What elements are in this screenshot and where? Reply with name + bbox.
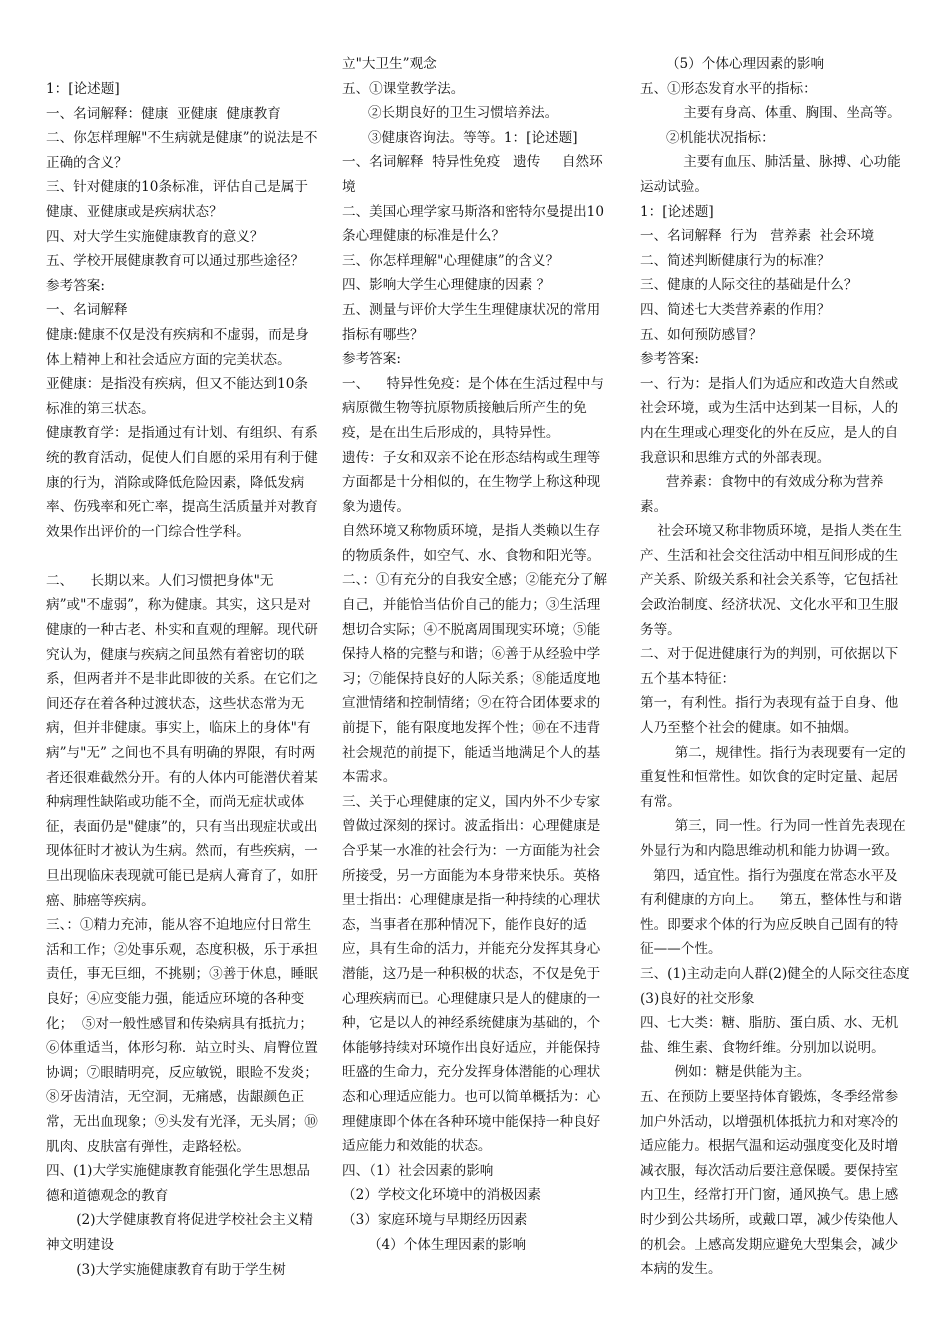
paragraph: 例如：糖是供能为主。 [640,1064,811,1081]
paragraph: 二、你怎样理解"不生病就是健康”的说法是不正确的含义？ [46,130,318,171]
paragraph: 四、影响大学生心理健康的因素 ？ [342,277,551,294]
middle-column [342,52,612,1257]
paragraph: 二、对于促进健康行为的判别，可依据以下五个基本特征： [640,646,899,687]
paragraph: 四、（1）社会因素的影响 [342,1162,494,1179]
paragraph: ③健康咨询法。等等。1：[论述题] [342,129,578,146]
paragraph: 立"大卫生”观念 [342,56,437,72]
paragraph: 三、针对健康的10条标准，评估自己是属于健康、亚健康或是疾病状态？ [46,179,308,220]
paragraph: ②机能状况指标： [640,129,775,146]
paragraph: 五、测量与评价大学生生理健康状况的常用指标有哪些？ [342,301,601,343]
left-column [46,77,318,1282]
paragraph: （5）个体心理因素的影响 [640,56,825,72]
paragraph: 五、①形态发育水平的指标： [640,80,817,97]
paragraph: 主要有身高、体重、胸围、坐高等。 [640,105,901,122]
paragraph: 社会环境又称非物质环境，是指人类在生产、生活和社会交往活动中相互间形成的生产关系、阶级关系和社会关系等，它包括社会政治制度、经济状况、文化水平和卫生服务等。 [640,523,902,638]
paragraph: ②长期良好的卫生习惯培养法。 [342,105,559,122]
paragraph [46,544,318,569]
paragraph: 自然环境又称物质环境，是指人类赖以生存的物质条件，如空气、水、食物和阳光等。 [342,523,601,564]
paragraph: (3)大学实施健康教育有助于学生树 [46,1261,286,1278]
paragraph: 营养素：食物中的有效成分称为营养素。 [640,474,884,515]
right-column [640,52,910,1282]
paragraph: 第四，适宜性。指行为强度在常态水平及有利健康的方向上。 第五，整体性与和谐性。即要求个体的行为应反映自己固有的特征——个性。 [640,867,902,958]
paragraph: （4）个体生理因素的影响 [342,1236,527,1253]
paragraph: 四、对大学生实施健康教育的意义？ [46,228,264,245]
paragraph: 五、在预防上要坚持体育锻炼，冬季经常参加户外活动，以增强机体抵抗力和对寒冷的适应能力。根据气温和运动强度变化及时增减衣服，每次活动后要注意保暖。要保持室内卫生，经常打开门窗，通风换气。患上感时少到公共场所，或戴口罩，减少传染他人的机会。上感高发期应避免大型集会，减少本病的发生。 [640,1088,899,1278]
paragraph: （2）学校文化环境中的消极因素 [342,1187,541,1204]
paragraph: （3）家庭环境与早期经历因素 [342,1211,528,1228]
paragraph: 三、关于心理健康的定义，国内外不少专家曾做过深刻的探讨。波孟指出：心理健康是合乎某一水准的社会行为：一方面能为社会所接受，另一方面能为本身带来快乐。英格里士指出：心理健康是指一种持续的心理状态，当事者在那种情况下，能作良好的适应，具有生命的活力，并能充分发挥其身心潜能，这乃是一种积极的状态，不仅是免于心理疾病而已。心理健康只是人的健康的一种，它是以人的神经系统健康为基础的，个体能够持续对环境作出良好适应，并能保持旺盛的生命力，充分发挥身体潜能的心理状态和心理适应能力。也可以简单概括为：心理健康即个体在各种环境中能保持一种良好适应能力和效能的状态。 [342,793,601,1155]
paragraph: 三、你怎样理解"心理健康”的含义？ [342,252,560,269]
paragraph: 第一，有利性。指行为表现有益于自身、他人乃至整个社会的健康。如不抽烟。 [640,695,899,737]
paragraph: 一、行为：是指人们为适应和改造大自然或社会环境，或为生活中达到某一目标，人的内在生理或心理变化的外在反应，是人的自我意识和思维方式的外部表现。 [640,375,899,466]
paragraph: 一、名词解释 特异性免疫 遗传 自然环境 [342,154,603,195]
paragraph: 1：[论述题] [46,81,120,97]
paragraph: 二、简述判断健康行为的标准？ [640,252,831,269]
paragraph: 四、七大类：糖、脂肪、蛋白质、水、无机盐、维生素、食物纤维。分别加以说明。 [640,1015,899,1056]
paragraph: 参考答案: [640,351,699,368]
paragraph: 一、名词解释 [46,302,128,319]
paragraph: 五、学校开展健康教育可以通过那些途径？ [46,253,305,270]
paragraph: 健康教育学：是指通过有计划、有组织、有系统的教育活动，促使人们自愿的采用有利于健康的行为，消除或降低危险因素，降低发病率、伤残率和死亡率，提高生活质量并对教育效果作出评价的一门综合性学科。 [46,425,318,540]
paragraph: 四、简述七大类营养素的作用？ [640,301,831,318]
paragraph: 二、美国心理学家马斯洛和密特尔曼提出10条心理健康的标准是什么？ [342,203,604,245]
paragraph: 遗传：子女和双亲不论在形态结构或生理等方面都是十分相似的，在生物学上称这种现象为遗传。 [342,449,601,515]
paragraph: 三、：①精力充沛，能从容不迫地应付日常生活和工作；②处事乐观，态度积极，乐于承担责任，事无巨细，不挑剔；③善于休息，睡眠良好；④应变能力强，能适应环境的各种变化； ⑤对一般性感冒和传染病具有抵抗力；⑥体重适当，体形匀称．站立时头、肩臀位置协调；⑦眼睛明亮，反应敏锐，眼睑不发炎；⑧牙齿清洁，无空洞，无痛感，齿龈颜色正常，无出血现象；⑨头发有光泽，无头屑；⑩肌肉、皮肤富有弹性，走路轻松。 [46,917,318,1155]
paragraph: 健康:健康不仅是没有疾病和不虚弱，而是身体上精神上和社会适应方面的完美状态。 [46,326,309,368]
paragraph: 四、(1)大学实施健康教育能强化学生思想品德和道德观念的教育 [46,1163,310,1204]
paragraph: 三、(1)主动走向人群(2)健全的人际交往态度(3)良好的社交形象 [640,965,910,1007]
paragraph: 第三，同一性。行为同一性首先表现在外显行为和内隐思维动机和能力协调一致。 [640,818,906,859]
paragraph: 主要有血压、肺活量、脉搏、心功能运动试验。 [640,154,901,195]
paragraph: 亚健康：是指没有疾病，但又不能达到10条标准的第三状态。 [46,376,308,417]
paragraph: (2)大学健康教育将促进学校社会主义精神文明建设 [46,1212,314,1253]
paragraph: 五、①课堂教学法。 [342,80,465,97]
paragraph: 三、健康的人际交往的基础是什么？ [640,277,858,294]
paragraph: 1：[论述题] [640,203,714,220]
paragraph: 一、名词解释 行为 营养素 社会环境 [640,228,875,245]
paragraph: 第二，规律性。指行为表现要有一定的重复性和恒常性。如饮食的定时定量、起居有常。 [640,744,906,810]
paragraph: 参考答案: [342,351,401,368]
paragraph: 二、 长期以来。人们习惯把身体"无病”或"不虚弱”，称为健康。其实，这只是对健康的一种古老、朴实和直观的理解。现代研究认为，健康与疾病之间虽然有着密切的联系，但两者并不是非此即彼的关系。在它们之间还存在着各种过渡状态，这些状态常为无病，但并非健康。事实上，临床上的身体"有 病”与"无” 之间也不具有明确的界限，有时两者还很难截然分开。有的人体内可能潜伏着某种病理性缺陷或功能不全，而尚无症状或体征，表面仍是"健康”的，只有当出现症状或出现体征时才被认为生病。然而，有些疾病，一旦出现临床表现就可能已是病人膏育了，如肝癌、肺癌等疾病。 [46,572,320,909]
paragraph: 一、名词解释：健康 亚健康 健康教育 [46,105,281,122]
paragraph: 参考答案: [46,277,105,294]
paragraph: 一、 特异性免疫：是个体在生活过程中与病原微生物等抗原物质接触后所产生的免疫，是在出生后形成的，具特异性。 [342,375,604,441]
paragraph: 二、：①有充分的自我安全感；②能充分了解自己，并能恰当估价自己的能力；③生活理想切合实际；④不脱离周围现实环境；⑤能保持人格的完整与和谐；⑥善于从经验中学习；⑦能保持良好的人际关系；⑧能适度地宣泄情绪和控制情绪；⑨在符合团体要求的前提下，能有限度地发挥个性；⑩在不违背社会规范的前提下，能适当地满足个人的基本需求。 [342,572,608,786]
paragraph: 五、如何预防感冒？ [640,326,763,343]
